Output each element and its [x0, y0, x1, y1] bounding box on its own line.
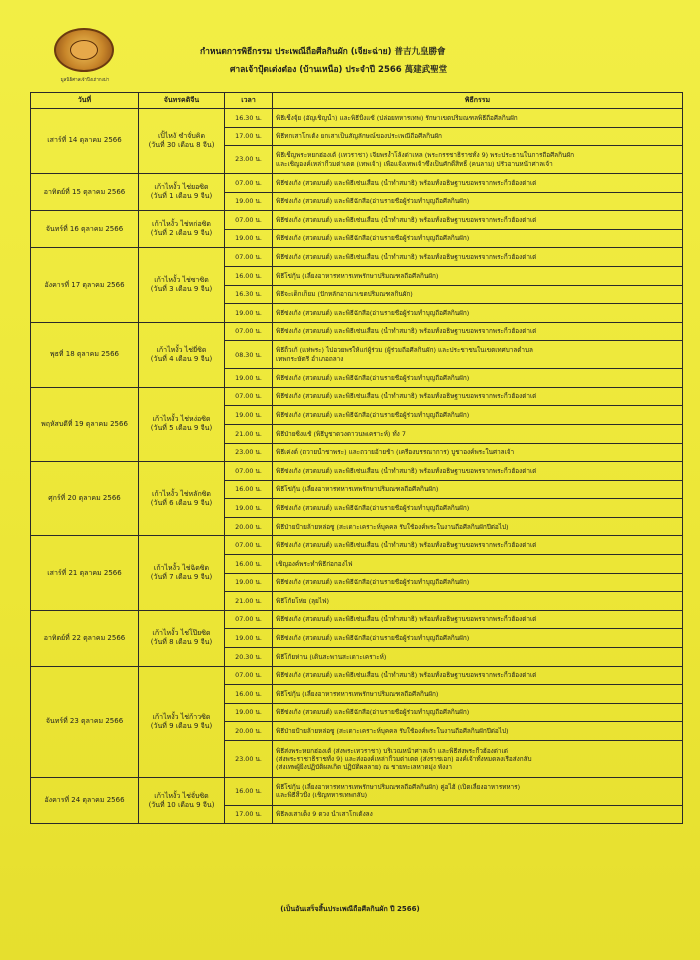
day-cell: จันทร์ที่ 16 ตุลาคม 2566 [31, 211, 139, 248]
lunar-name: เก้าไหงั้ว ไช่ยอซิด [154, 182, 209, 191]
time-cell: 20.00 น. [225, 517, 273, 536]
lunar-name: เก้าไหงั้ว ไช่โป๊ยซิด [152, 629, 211, 638]
time-cell: 19.00 น. [225, 573, 273, 592]
ceremony-cell [273, 778, 683, 806]
lunar-day-note: (วันที่ 6 เดือน 9 จีน) [150, 498, 213, 507]
time-cell: 20.00 น. [225, 722, 273, 741]
table-header-row [31, 93, 683, 109]
ceremony-text: พิธีซ่งเก้ง (สวดมนต์) และพิธีฉักสือ(อ่านรายชื่อผู้ร่วมทำบุญถือศีลกินผัก) [276, 634, 470, 643]
logo-caption: มูลนิธิศาลเจ้าปึงเถ่ากงม่า [60, 78, 110, 83]
ceremony-cell [273, 703, 683, 722]
lunar-name: เก้าไหงั้ว ไช่ซาซิด [154, 275, 209, 284]
day-cell: อังคารที่ 24 ตุลาคม 2566 [31, 778, 139, 824]
time-cell: 16.00 น. [225, 480, 273, 499]
lunar-name: เก้าไหงั้ว ไช่ฉิดซิด [153, 564, 210, 573]
ceremony-text: พิธีจะเด็กเก็ยม (ปักหลักอาณาเขตปริมณฑลกินผัก) [276, 290, 413, 299]
lunar-day-note: (วันที่ 2 เดือน 9 จีน) [150, 229, 213, 238]
lunar-name: เก้าไหงั้ว ไช่หง่อซิด [152, 415, 211, 424]
day-cell: อังคารที่ 17 ตุลาคม 2566 [31, 248, 139, 322]
lunar-day-note: (วันที่ 9 เดือน 9 จีน) [150, 721, 213, 730]
ceremony-text: พิธีซ่งเก้ง (สวดมนต์) และพิธีเซ่นเสื้อน (น้ำทำสมาธิ) พร้อมทั้งอธิษฐานขอพรจากพระกิ้วฮ้องต่าเต่ [276, 615, 537, 624]
ceremony-cell [273, 462, 683, 481]
time-cell: 19.00 น. [225, 406, 273, 425]
time-cell: 23.00 น. [225, 443, 273, 462]
time-cell: 19.00 น. [225, 192, 273, 211]
ceremony-cell [273, 666, 683, 685]
schedule-body [31, 109, 683, 824]
ceremony-cell [273, 480, 683, 499]
day-cell: อาทิตย์ที่ 15 ตุลาคม 2566 [31, 173, 139, 210]
time-cell: 17.00 น. [225, 805, 273, 824]
time-cell: 07.00 น. [225, 462, 273, 481]
schedule-table [30, 92, 683, 824]
ceremony-text: พิธีซ่งเก้ง (สวดมนต์) และพิธีฉักสือ(อ่านรายชื่อผู้ร่วมทำบุญถือศีลกินผัก) [276, 503, 470, 512]
ceremony-text: พิธีเชิ้ญพระหยกฮ่องเต้ (เทวราชา) เจียพรง้ำโล้งต่าเหล (พระกรรชาธิราชทั้ง 9) พระประธานในการถือศีลกินผัก [276, 151, 574, 160]
time-cell: 07.00 น. [225, 248, 273, 267]
ceremony-text: พิธีลงเสาเต็ง 9 ดวง นำเสาโกเต้งลง [276, 810, 373, 819]
time-cell: 16.00 น. [225, 266, 273, 285]
ceremony-cell [273, 517, 683, 536]
ceremony-cell [273, 685, 683, 704]
ceremony-cell [273, 248, 683, 267]
ceremony-cell [273, 629, 683, 648]
lunar-date-cell [139, 536, 225, 610]
time-cell: 07.00 น. [225, 536, 273, 555]
ceremony-text: พิธีถิ้วเก้ (แห่พระ) ไปอวยพรให้แก่ผู้ร่วม (ผู้ร่วมถือศีลกินผัก) และประชาชนในเขตเทศบาลตำบล [276, 346, 533, 355]
table-row [31, 109, 683, 128]
lunar-day-note: (วันที่ 5 เดือน 9 จีน) [150, 424, 213, 433]
column-header-ceremony: พิธีกรรม [273, 93, 683, 109]
table-row [31, 462, 683, 481]
table-row [31, 173, 683, 192]
ceremony-text: พิธีซ่งเก้ง (สวดมนต์) และพิธีฉักสือ(อ่านรายชื่อผู้ร่วมทำบุญถือศีลกินผัก) [276, 234, 470, 243]
footer-note: (เป็นอันเสร็จสิ้นประเพณีถือศีลกินผัก ปี 2566) [280, 905, 420, 913]
table-row [31, 536, 683, 555]
ceremony-cell [273, 322, 683, 341]
ceremony-text: (ส่งพระราชาธิราชทั้ง 9) และส่งองค์เหล่ากิ้วมต่าเตต (ส่งราชเอก) องค์เจ้าทั้งหมดลงเรือส่งกลับ [276, 754, 532, 763]
ceremony-text: พิธีเชิ้งจุ้ย (อัญเชิญน้ำ) และพิธีปั้งแซ้ (ปล่อยทหารเทพ) รักษาเขตปริมณฑลพิธีถือศีลกินผัก [276, 113, 518, 122]
ceremony-cell [273, 805, 683, 824]
time-cell: 16.30 น. [225, 285, 273, 304]
column-header-lunar: จันทรคติจีน [139, 93, 225, 109]
time-cell: 16.00 น. [225, 778, 273, 806]
ceremony-text: พิธีซ่งเก้ง (สวดมนต์) และพิธีฉักสือ(อ่านรายชื่อผู้ร่วมทำบุญถือศีลกินผัก) [276, 708, 470, 717]
ceremony-text: พิธีซ่งเก้ง (สวดมนต์) และพิธีฉักสือ(อ่านรายชื่อผู้ร่วมทำบุญถือศีลกินผัก) [276, 308, 470, 317]
day-cell: เสาร์ที่ 14 ตุลาคม 2566 [31, 109, 139, 174]
ceremony-cell [273, 592, 683, 611]
ceremony-cell [273, 266, 683, 285]
ceremony-text: พิธีโข่กุ้น (เลี้ยงอาหารทหารเทพรักษาปริมณฑลถือศีลกินผัก) [276, 689, 439, 698]
ceremony-cell [273, 304, 683, 323]
time-cell: 07.00 น. [225, 173, 273, 192]
table-row [31, 248, 683, 267]
time-cell: 19.00 น. [225, 304, 273, 323]
time-cell: 16.30 น. [225, 109, 273, 128]
ceremony-cell [273, 555, 683, 574]
lunar-name: เก้าไหงั้ว ไช่หลักซิด [152, 489, 211, 498]
ceremony-text: พิธีป่ายป้ายล้ายหล่อซู (สะเดาะเคราะห์บุคคล รับใช้องค์พระในงานถือศีลกินผักปีต่อไป) [276, 522, 509, 531]
day-cell: เสาร์ที่ 21 ตุลาคม 2566 [31, 536, 139, 610]
ceremony-cell [273, 211, 683, 230]
document-subtitle: ศาลเจ้าปุ้ดเต่งต๋อง (บ้านเหนือ) ประจำปี 2566 萬建武聖堂 [230, 65, 448, 75]
lunar-name: เก้าไหงั้ว ไช่ก้าวซิด [152, 712, 211, 721]
time-cell: 08.30 น. [225, 341, 273, 369]
ceremony-text: พิธีซ่งเก้ง (สวดมนต์) และพิธีเซ่นเสื้อน (น้ำทำสมาธิ) พร้อมทั้งอธิษฐานขอพรจากพระกิ้วฮ้องต่าเต่ [276, 392, 537, 401]
ceremony-text: พิธีโข่กุ้น (เลี้ยงอาหารทหารเทพรักษาปริมณฑลถือศีลกินผัก) [276, 485, 439, 494]
ceremony-text: พิธีซ่งเก้ง (สวดมนต์) และพิธีเซ่นเสื้อน (น้ำทำสมาธิ) พร้อมทั้งอธิษฐานขอพรจากพระกิ้วฮ้องต่าเต่ [276, 215, 537, 224]
table-row [31, 322, 683, 341]
ceremony-text: พิธีซ่งเก้ง (สวดมนต์) และพิธีฉักสือ(อ่านรายชื่อผู้ร่วมทำบุญถือศีลกินผัก) [276, 578, 470, 587]
time-cell: 19.00 น. [225, 499, 273, 518]
time-cell: 19.00 น. [225, 229, 273, 248]
ceremony-cell [273, 536, 683, 555]
ceremony-text: พิธีป่ายป้ายล้ายหล่อซู (สะเดาะเคราะห์บุคคล รับใช้องค์พระในงานถือศีลกินผักปีต่อไป) [276, 727, 509, 736]
ceremony-cell [273, 387, 683, 406]
column-header-day: วันที่ [31, 93, 139, 109]
ceremony-text: เชิญองค์พระทำพิธีก่อกองไฟ [276, 559, 353, 568]
lunar-date-cell [139, 109, 225, 174]
ceremony-text: (ส่งเทพผู้ยิ่งปฏิบัติผลเกิด ปฏิบัติผลลาย) ณ ชายทะเลหาดมุ่ง พังงา [276, 763, 452, 772]
ceremony-text: พิธีโก้ยโห่ย (ลุยไฟ) [276, 596, 329, 605]
lunar-name: เก้าไหงั้ว ไช่ยี่ซิด [156, 345, 207, 354]
lunar-day-note: (วันที่ 7 เดือน 9 จีน) [150, 573, 213, 582]
lunar-name: เก้าไหงั้ว ไช่หก่อซิด [152, 220, 211, 229]
ceremony-text: พิธีส่งพระหยกฮ่องเต้ (ส่งพระเทวราชา) บริเวณหน้าศาลเจ้า และพิธีส่งพระกิ้วฮ้องต่าเต่ [276, 746, 508, 755]
table-row [31, 666, 683, 685]
ceremony-cell [273, 285, 683, 304]
ceremony-text: เทพกระษัตรี อำเภอถลาง [276, 354, 344, 363]
ceremony-text: พิธีซ่งเก้ง (สวดมนต์) และพิธีเซ่นเสื้อน (น้ำทำสมาธิ) พร้อมทั้งอธิษฐานขอพรจากพระกิ้วฮ้องต่าเต่ [276, 252, 537, 261]
time-cell: 21.00 น. [225, 424, 273, 443]
lunar-name: เปิ้ไหงั ซำจั่บคิด [157, 131, 206, 140]
ceremony-cell [273, 573, 683, 592]
ceremony-text: พิธีซ่งเก้ง (สวดมนต์) และพิธีเซ่นเสื้อน (น้ำทำสมาธิ) พร้อมทั้งอธิษฐานขอพรจากพระกิ้วฮ้องต่าเต่ [276, 541, 537, 550]
time-cell: 16.00 น. [225, 685, 273, 704]
lunar-date-cell [139, 211, 225, 248]
document-title: กำหนดการพิธีกรรม ประเพณีถือศีลกินผัก (เจียะฉ่าย) 普吉九皇勝會 [200, 47, 446, 57]
time-cell: 19.00 น. [225, 369, 273, 388]
day-cell: อาทิตย์ที่ 22 ตุลาคม 2566 [31, 610, 139, 666]
ceremony-text: พิธีซ่งเก้ง (สวดมนต์) และพิธีฉักสือ(อ่านรายชื่อผู้ร่วมทำบุญถือศีลกินผัก) [276, 197, 470, 206]
ceremony-text: พิธีโข่กุ้น (เลี้ยงอาหารทหารเทพรักษาปริมณฑลถือศีลกินผัก) [276, 271, 439, 280]
ceremony-text: พิธีซ่งเก้ง (สวดมนต์) และพิธีเซ่นเสื้อน (น้ำทำสมาธิ) พร้อมทั้งอธิษฐานขอพรจากพระกิ้วฮ้องต่าเต่ [276, 178, 537, 187]
day-cell: ศุกร์ที่ 20 ตุลาคม 2566 [31, 462, 139, 536]
lunar-date-cell [139, 666, 225, 777]
ceremony-cell [273, 173, 683, 192]
ceremony-cell [273, 648, 683, 667]
time-cell: 07.00 น. [225, 322, 273, 341]
ceremony-cell [273, 192, 683, 211]
ceremony-text: พิธีทกเสาโกเต้ง ยกเสาเป็นสัญลักษณ์ของประเพณีถือศีลกินผัก [276, 132, 442, 141]
ceremony-cell [273, 109, 683, 128]
lunar-day-note: (วันที่ 8 เดือน 9 จีน) [150, 638, 213, 647]
ceremony-text: และเชิญองค์เหล่ากิ้วมต่าเตต (เทพเจ้า) เพื่อแจ้งเทพเจ้าซึ่งเป็นศักดิ์สิทธิ์ (คนลาม) ปรัวอานหน้าศาลเจ้า [276, 159, 553, 168]
table-row [31, 211, 683, 230]
lunar-date-cell [139, 462, 225, 536]
lunar-date-cell [139, 248, 225, 322]
time-cell: 19.00 น. [225, 629, 273, 648]
ceremony-text: พิธีโก้ยห่าน (เดินสะพานสะเดาะเคราะห์) [276, 652, 387, 661]
ceremony-cell [273, 499, 683, 518]
ceremony-cell [273, 610, 683, 629]
ceremony-cell [273, 146, 683, 174]
ceremony-cell [273, 443, 683, 462]
shrine-logo-icon [54, 28, 114, 72]
time-cell: 21.00 น. [225, 592, 273, 611]
ceremony-text: และพิธีสิ้วปั้ง (เชิญทหารเทพกลับ) [276, 791, 368, 800]
lunar-day-note: (วันที่ 4 เดือน 9 จีน) [150, 354, 213, 363]
lunar-day-note: (วันที่ 30 เดือน 8 จีน) [148, 140, 215, 149]
time-cell: 20.30 น. [225, 648, 273, 667]
lunar-name: เก้าไหงั้ว ไช่จั่บซิด [154, 791, 209, 800]
lunar-date-cell [139, 322, 225, 387]
time-cell: 07.00 น. [225, 387, 273, 406]
ceremony-text: พิธีซ่งเก้ง (สวดมนต์) และพิธีฉักสือ(อ่านรายชื่อผู้ร่วมทำบุญถือศีลกินผัก) [276, 410, 470, 419]
day-cell: พุธที่ 18 ตุลาคม 2566 [31, 322, 139, 387]
time-cell: 23.00 น. [225, 741, 273, 778]
ceremony-text: พิธีโข่กุ้น (เลี้ยงอาหารทหารเทพรักษาปริมณฑลถือศีลกินผัก) คู่อไฮ้ (เปิดเลี้ยงอาหารทหาร) [276, 783, 521, 792]
time-cell: 07.00 น. [225, 666, 273, 685]
time-cell: 19.00 น. [225, 703, 273, 722]
table-row [31, 610, 683, 629]
ceremony-cell [273, 341, 683, 369]
table-row [31, 778, 683, 806]
column-header-time: เวลา [225, 93, 273, 109]
day-cell: จันทร์ที่ 23 ตุลาคม 2566 [31, 666, 139, 777]
ceremony-cell [273, 369, 683, 388]
time-cell: 07.00 น. [225, 610, 273, 629]
ceremony-cell [273, 406, 683, 425]
ceremony-text: พิธีป่ายซิ่งแช้ (พิธีบูชาดวงดาวนพเคราะห์) ทั้ง 7 [276, 429, 406, 438]
table-row [31, 387, 683, 406]
time-cell: 16.00 น. [225, 555, 273, 574]
day-cell: พฤหัสบดีที่ 19 ตุลาคม 2566 [31, 387, 139, 461]
time-cell: 17.00 น. [225, 127, 273, 146]
lunar-date-cell [139, 610, 225, 666]
ceremony-cell [273, 229, 683, 248]
time-cell: 07.00 น. [225, 211, 273, 230]
logo-emblem [70, 40, 98, 60]
lunar-date-cell [139, 173, 225, 210]
ceremony-text: พิธีเค่งต์ (ถวายน้ำชาพระ) และถวายอ้ายช้า (เครื่องบรรณาการ) บูชาองค์พระในศาลเจ้า [276, 448, 515, 457]
lunar-day-note: (วันที่ 3 เดือน 9 จีน) [150, 285, 213, 294]
time-cell: 23.00 น. [225, 146, 273, 174]
ceremony-cell [273, 424, 683, 443]
lunar-date-cell [139, 387, 225, 461]
ceremony-text: พิธีซ่งเก้ง (สวดมนต์) และพิธีฉักสือ(อ่านรายชื่อผู้ร่วมทำบุญถือศีลกินผัก) [276, 373, 470, 382]
lunar-day-note: (วันที่ 10 เดือน 9 จีน) [148, 800, 215, 809]
ceremony-text: พิธีซ่งเก้ง (สวดมนต์) และพิธีเซ่นเสื้อน (น้ำทำสมาธิ) พร้อมทั้งอธิษฐานขอพรจากพระกิ้วฮ้องต่าเต่ [276, 466, 537, 475]
ceremony-cell [273, 127, 683, 146]
ceremony-text: พิธีซ่งเก้ง (สวดมนต์) และพิธีเซ่นเสื้อน (น้ำทำสมาธิ) พร้อมทั้งอธิษฐานขอพรจากพระกิ้วฮ้องต่าเต่ [276, 327, 537, 336]
ceremony-cell [273, 741, 683, 778]
ceremony-cell [273, 722, 683, 741]
lunar-day-note: (วันที่ 1 เดือน 9 จีน) [150, 192, 213, 201]
ceremony-text: พิธีซ่งเก้ง (สวดมนต์) และพิธีเซ่นเสื้อน (น้ำทำสมาธิ) พร้อมทั้งอธิษฐานขอพรจากพระกิ้วฮ้องต่าเต่ [276, 671, 537, 680]
lunar-date-cell [139, 778, 225, 824]
